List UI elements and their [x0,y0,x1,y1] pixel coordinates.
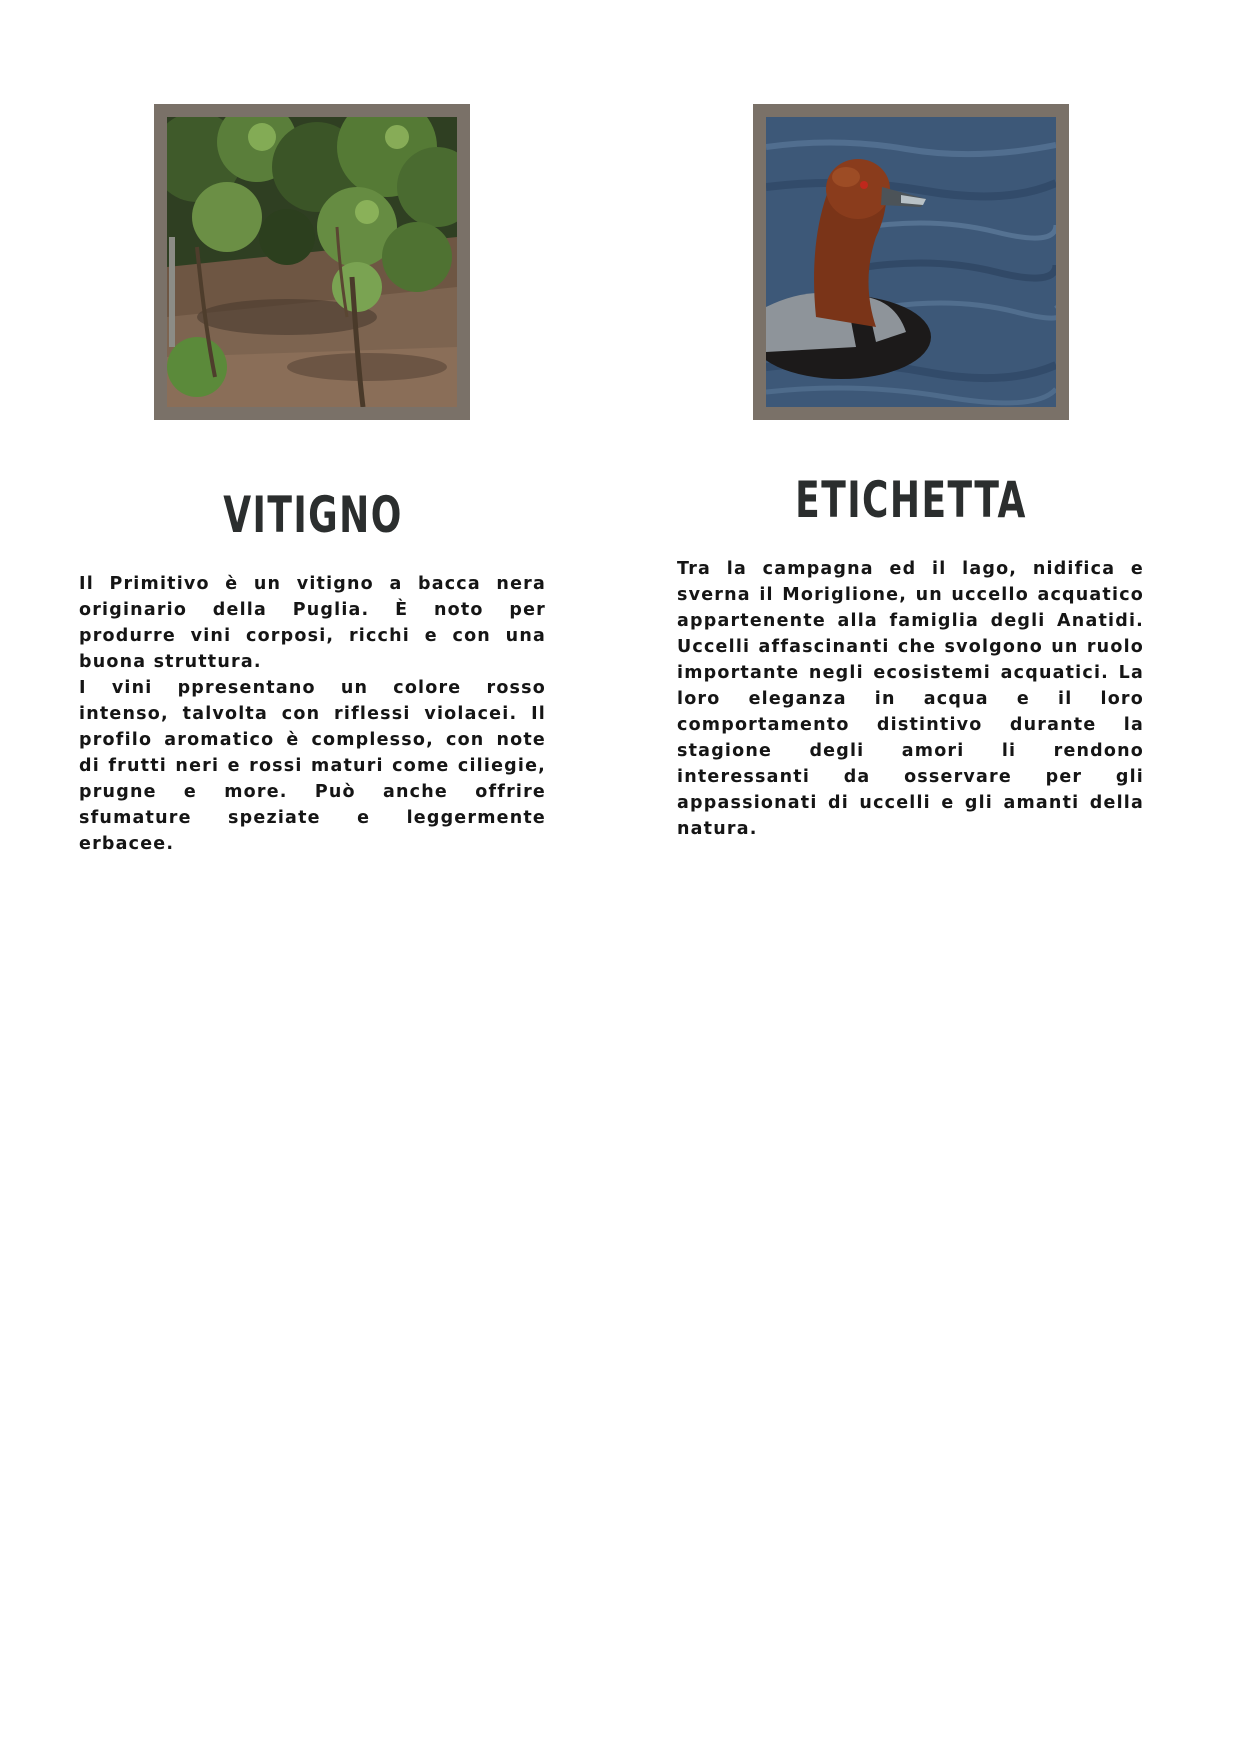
vineyard-photo [154,104,470,420]
etichetta-heading: ETICHETTA [795,471,1027,529]
pochard-duck-image [766,117,1056,407]
vitigno-description [79,571,546,857]
etichetta-paragraph: Tra la campagna ed il lago, nidifica e sverna il Moriglione, un uccello acquatico appartenente alla famiglia degli Anatidi. Uccelli affascinanti che svolgono un ruolo importante negli ecosistemi acquatici. La loro eleganza in acqua e il loro comportamento distintivo durante la stagione degli amori li rendono interessanti da osservare per gli appassionati di uccelli e gli amanti della natura. [677,559,1144,839]
vitigno-paragraph: Il Primitivo è un vitigno a bacca nera originario della Puglia. È noto per produrre vini corposi, ricchi e con una buona struttura. [79,574,546,672]
vitigno-heading: VITIGNO [223,486,403,544]
etichetta-description [677,556,1144,842]
vitigno-paragraph: I vini ppresentano un colore rosso intenso, talvolta con riflessi violacei. Il profilo aromatico è complesso, con note di frutti neri e rossi maturi come ciliegie, prugne e more. Può anche offrire sfumature speziate e leggermente erbacee. [79,678,546,854]
duck-photo [753,104,1069,420]
vineyard-image [167,117,457,407]
